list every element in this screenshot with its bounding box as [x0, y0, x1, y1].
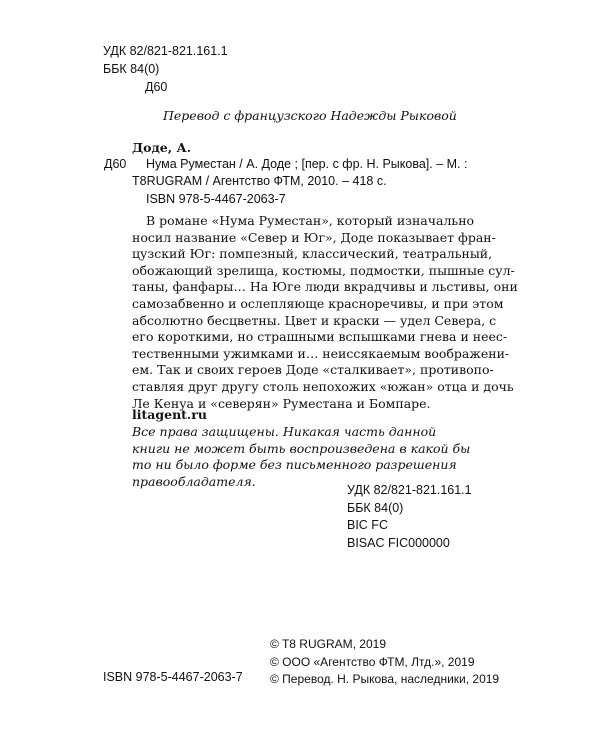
bbk-code-top: ББК 84(0) — [103, 62, 160, 76]
code-bisac: BISAC FIC000000 — [347, 535, 450, 550]
codes-block — [347, 482, 472, 552]
catalog-author: Доде, А. — [132, 140, 191, 155]
copyright-line: © T8 RUGRAM, 2019 — [270, 637, 386, 651]
code-bic: BIC FC — [347, 518, 388, 532]
catalog-isbn: ISBN 978-5-4467-2063-7 — [146, 192, 286, 206]
annotation-line: самозабвенно и ослепляюще красноречивы, и при этом — [132, 295, 504, 311]
catalog-entry-line-1: Нума Руместан / А. Доде ; [пер. с фр. Н. Рыкова]. – М. : — [146, 157, 468, 171]
annotation-line: его короткими, но страшными вспышками гнева и неес- — [132, 329, 508, 345]
udk-code-top: УДК 82/821-821.161.1 — [103, 44, 228, 58]
annotation-line: ем. Так и своих героев Доде «сталкивает», противопо- — [132, 362, 494, 378]
translation-credit: Перевод с французского Надежды Рыковой — [163, 108, 457, 123]
annotation-line: обожающий зрелища, костюмы, подмостки, пышные сул- — [132, 262, 515, 278]
annotation-line: таны, фанфары… На Юге люди вкрадчивы и льстивы, они — [132, 279, 518, 295]
annotation-line: носил название «Север и Юг», Доде показывает фран- — [132, 229, 496, 245]
footer-isbn: ISBN 978-5-4467-2063-7 — [103, 670, 243, 684]
annotation-line: Ле Кенуа и «северян» Руместана и Бомпаре. — [132, 395, 431, 411]
annotation-paragraph — [132, 213, 518, 412]
annotation-line: ставляя друг другу столь непохожих «южан» отца и дочь — [132, 378, 514, 394]
rights-line: то ни было форме без письменного разрешения — [132, 457, 457, 473]
code-bbk: ББК 84(0) — [347, 500, 404, 515]
rights-notice — [132, 424, 470, 490]
author-mark-top: Д60 — [145, 80, 168, 94]
rights-line: Все права защищены. Никакая часть данной — [132, 424, 437, 439]
annotation-line: абсолютно бесцветны. Цвет и краски — удел Севера, с — [132, 312, 497, 328]
copyright-block — [270, 636, 499, 689]
annotation-line: цузский Юг: помпезный, классический, театральный, — [132, 246, 493, 262]
annotation-line: В романе «Нума Руместан», который изначально — [146, 213, 475, 228]
annotation-line: тественными ужимками и… неиссякаемым воображени- — [132, 345, 510, 361]
copyright-line: © ООО «Агентство ФТМ, Лтд.», 2019 — [270, 654, 475, 669]
copyright-line: © Перевод. Н. Рыкова, наследники, 2019 — [270, 672, 500, 686]
code-udk: УДК 82/821-821.161.1 — [347, 483, 472, 497]
catalog-entry-line-2: T8RUGRAM / Агентство ФТМ, 2010. – 418 с. — [132, 174, 387, 188]
rights-line: книги не может быть воспроизведена в какой бы — [132, 440, 471, 456]
site-name: litagent.ru — [132, 407, 207, 422]
catalog-author-mark: Д60 — [104, 157, 127, 171]
rights-line: правообладателя. — [132, 473, 256, 489]
